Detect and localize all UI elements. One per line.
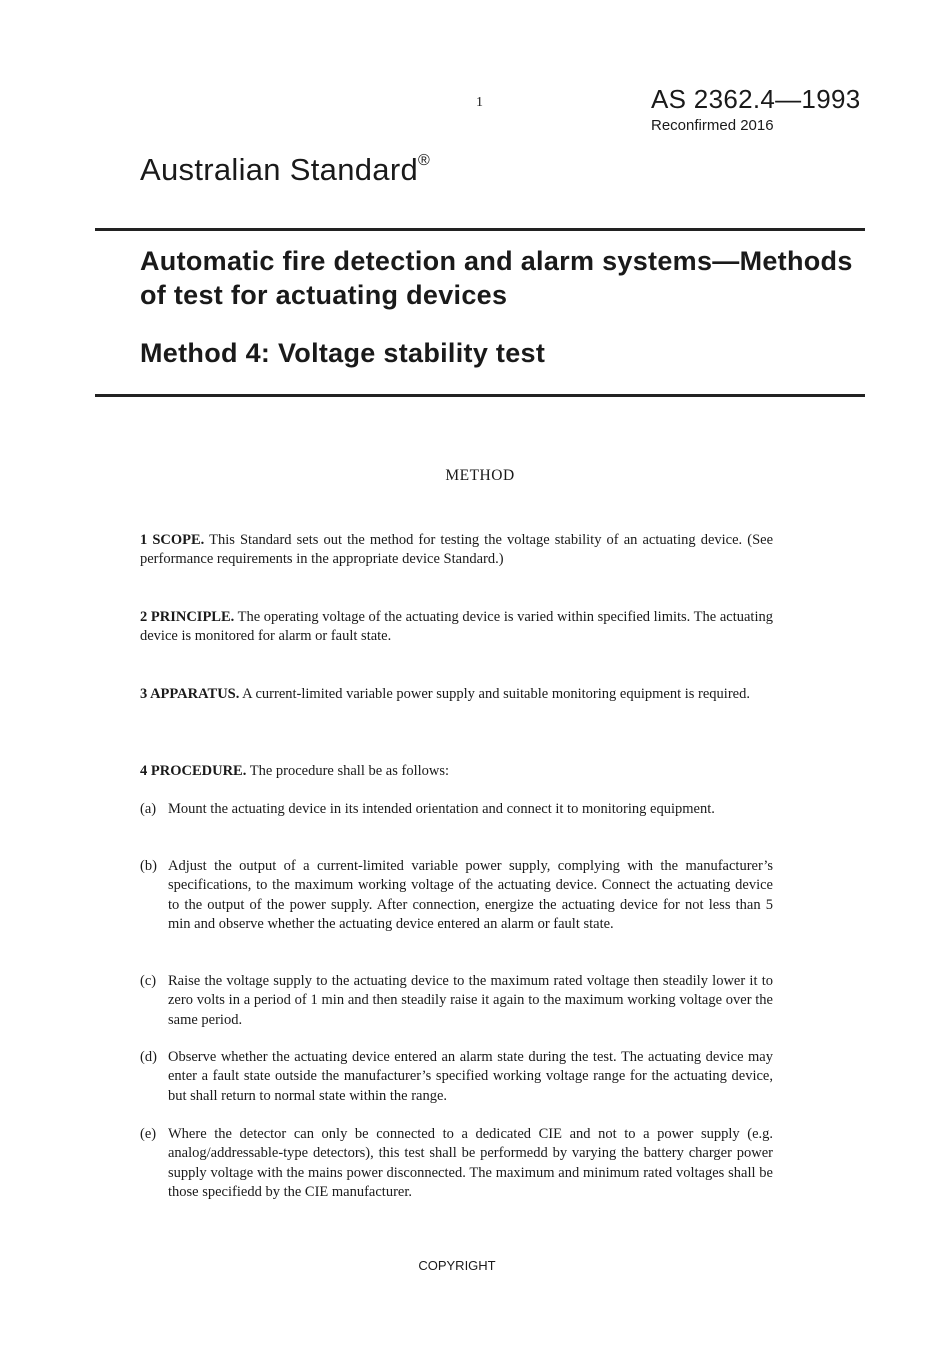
top-rule xyxy=(95,228,865,231)
procedure-paragraph xyxy=(140,762,773,781)
document-title: Automatic fire detection and alarm systems—Methods of test for actuating devices xyxy=(140,246,853,310)
item-text: Where the detector can only be connected to a dedicated CIE and not to a power supply (e.g. analog/addressable-type detectors), this test shall be performedd by varying the battery charger power supply voltage with the mains power disconnected. The maximum and minimum rated voltages shall be those specifiedd by the CIE manufacturer. xyxy=(168,1126,773,1200)
item-text: Observe whether the actuating device entered an alarm state during the test. The actuating device may enter a fault state outside the manufacturer’s specified working voltage range for the actuating device, but shall return to normal state within the range. xyxy=(168,1049,773,1104)
item-text: Raise the voltage supply to the actuating device to the maximum rated voltage then steadily lower it to zero volts in a period of 1 min and then steadily raise it again to the maximum working voltage over the same period. xyxy=(168,973,773,1028)
scope-paragraph xyxy=(140,531,773,570)
brand-name: Australian Standard xyxy=(140,152,418,187)
method-title: Method 4: Voltage stability test xyxy=(140,338,546,368)
procedure-item xyxy=(140,1125,773,1202)
brand-title xyxy=(140,152,430,188)
apparatus-heading: 3 APPARATUS. xyxy=(140,686,240,702)
principle-paragraph xyxy=(140,608,773,647)
procedure-item xyxy=(140,1048,773,1106)
item-label: (c) xyxy=(140,973,157,989)
apparatus-paragraph xyxy=(140,685,773,704)
item-label: (a) xyxy=(140,801,157,817)
scope-heading: 1 SCOPE. xyxy=(140,532,205,548)
procedure-item xyxy=(140,800,773,819)
bottom-rule xyxy=(95,394,865,397)
principle-heading: 2 PRINCIPLE. xyxy=(140,609,235,625)
item-text: Adjust the output of a current-limited variable power supply, complying with the manufacturer’s specifications, to the maximum working voltage of the actuating device. Connect the actuating device to the output of the power supply. After connection, energize the actuating device for not less than 5 min and observe whether the actuating device entered an alarm or fault state. xyxy=(168,858,773,932)
registered-mark: ® xyxy=(417,151,431,169)
standard-number: AS 2362.4—1993 xyxy=(651,84,861,114)
item-label: (d) xyxy=(140,1049,157,1065)
principle-text: The operating voltage of the actuating device is varied within specified limits. The actuating device is monitored for alarm or fault state. xyxy=(140,609,773,645)
reconfirmed-date: Reconfirmed 2016 xyxy=(651,117,774,134)
procedure-heading: 4 PROCEDURE. xyxy=(140,763,247,779)
procedure-text: The procedure shall be as follows: xyxy=(246,763,450,779)
page-number: 1 xyxy=(476,95,483,110)
scope-text: This Standard sets out the method for testing the voltage stability of an actuating device. (See performance requirements in the appropriate device Standard.) xyxy=(140,532,774,568)
copyright-footer: COPYRIGHT xyxy=(418,1258,496,1273)
procedure-item xyxy=(140,972,773,1030)
item-label: (e) xyxy=(140,1126,157,1142)
item-label: (b) xyxy=(140,858,157,874)
apparatus-text: A current-limited variable power supply and suitable monitoring equipment is required. xyxy=(239,686,750,702)
procedure-item xyxy=(140,857,773,934)
section-heading: METHOD xyxy=(445,467,515,484)
item-text: Mount the actuating device in its intended orientation and connect it to monitoring equipment. xyxy=(168,801,715,817)
